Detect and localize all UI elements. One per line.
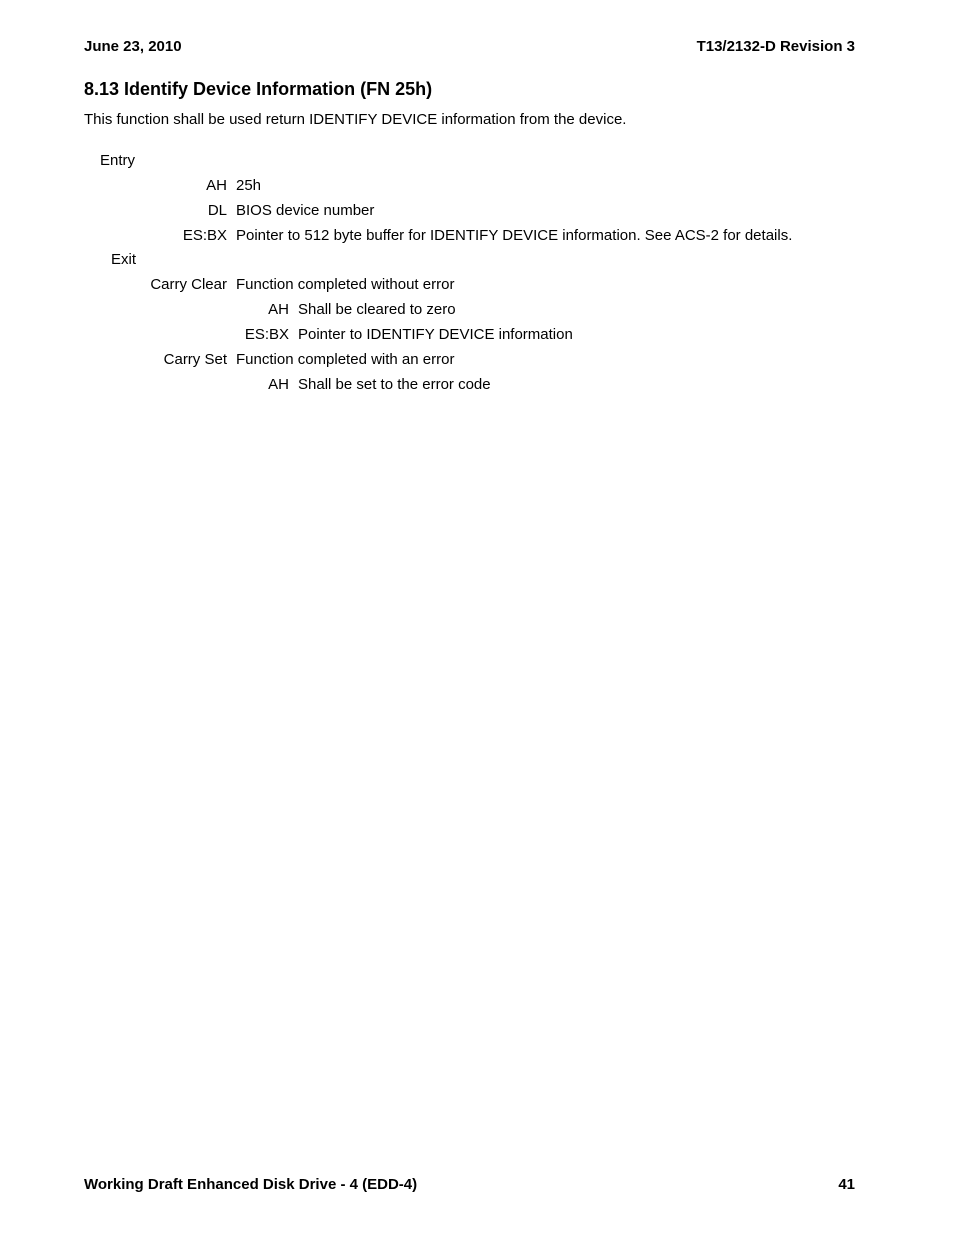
register-description: BIOS device number: [236, 202, 375, 219]
register-label: ES:BX: [244, 326, 289, 343]
carry-clear-description: Function completed without error: [236, 276, 455, 293]
entry-label: Entry: [100, 152, 136, 169]
register-description: Shall be cleared to zero: [298, 301, 456, 318]
exit-label: Exit: [111, 251, 137, 268]
register-label: AH: [268, 376, 289, 393]
register-label: AH: [206, 177, 227, 194]
register-label: DL: [207, 202, 227, 219]
register-description: 25h: [236, 177, 262, 194]
carry-set-label: Carry Set: [163, 351, 227, 368]
carry-clear-label: Carry Clear: [150, 276, 227, 293]
section-title: 8.13 Identify Device Information (FN 25h): [84, 79, 433, 99]
section-intro: This function shall be used return IDENTIFY DEVICE information from the device.: [84, 111, 627, 128]
register-label: AH: [268, 301, 289, 318]
register-description: Pointer to 512 byte buffer for IDENTIFY DEVICE information. See ACS-2 for details.: [236, 227, 793, 244]
header-doc-id: T13/2132-D Revision 3: [696, 38, 855, 55]
footer-page-number: 41: [838, 1176, 855, 1193]
header-date: June 23, 2010: [84, 38, 182, 55]
register-description: Shall be set to the error code: [298, 376, 491, 393]
register-description: Pointer to IDENTIFY DEVICE information: [298, 326, 573, 343]
carry-set-description: Function completed with an error: [236, 351, 455, 368]
register-label: ES:BX: [182, 227, 227, 244]
footer-title: Working Draft Enhanced Disk Drive - 4 (EDD-4): [84, 1176, 418, 1193]
